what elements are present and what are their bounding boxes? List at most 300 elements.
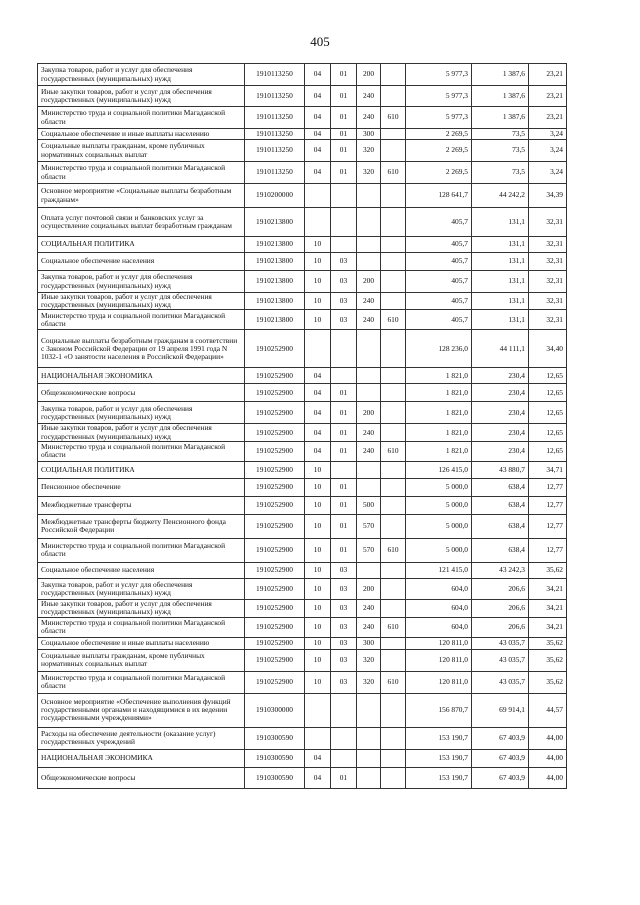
- row-plan-amount: 1 821,0: [406, 424, 472, 441]
- row-execution-percent: 12,65: [529, 441, 567, 461]
- row-plan-amount: 405,7: [406, 271, 472, 293]
- row-section: 10: [305, 637, 331, 649]
- row-executed-amount: 43 035,7: [472, 637, 529, 649]
- row-subsection: 01: [331, 384, 357, 402]
- row-section: 10: [305, 578, 331, 599]
- row-executed-amount: 73,5: [472, 129, 529, 140]
- row-section: 10: [305, 293, 331, 310]
- row-section: 04: [305, 140, 331, 162]
- row-name: Общеэкономические вопросы: [38, 767, 245, 788]
- row-execution-percent: 32,31: [529, 271, 567, 293]
- row-code: 1910200000: [245, 184, 305, 208]
- row-name: НАЦИОНАЛЬНАЯ ЭКОНОМИКА: [38, 749, 245, 767]
- table-row: [38, 253, 567, 271]
- row-plan-amount: 126 415,0: [406, 461, 472, 478]
- table-row: [38, 64, 567, 86]
- table-row: [38, 514, 567, 538]
- row-expense-type: [357, 208, 381, 237]
- row-admin-code: [381, 384, 406, 402]
- row-section: [305, 727, 331, 749]
- row-code: 1910252900: [245, 496, 305, 514]
- row-name: Министерство труда и социальной политики Магаданской области: [38, 538, 245, 562]
- row-plan-amount: 604,0: [406, 599, 472, 617]
- row-expense-type: 200: [357, 402, 381, 424]
- row-section: 10: [305, 271, 331, 293]
- row-name: Социальные выплаты безработным гражданам в соответствии с Законом Российской Федерации от 19 апреля 1991 года N 1032-1 «О занятости населения в Российской Федерации»: [38, 330, 245, 368]
- row-section: 10: [305, 514, 331, 538]
- row-admin-code: [381, 478, 406, 496]
- row-plan-amount: 120 811,0: [406, 649, 472, 671]
- row-expense-type: [357, 384, 381, 402]
- row-expense-type: 240: [357, 441, 381, 461]
- row-plan-amount: 405,7: [406, 208, 472, 237]
- row-plan-amount: 1 821,0: [406, 402, 472, 424]
- table-row: [38, 599, 567, 617]
- table-row: [38, 617, 567, 637]
- row-subsection: 01: [331, 424, 357, 441]
- row-code: 1910213800: [245, 253, 305, 271]
- row-execution-percent: 35,62: [529, 637, 567, 649]
- row-executed-amount: 206,6: [472, 599, 529, 617]
- row-section: 04: [305, 162, 331, 184]
- row-executed-amount: 73,5: [472, 140, 529, 162]
- row-expense-type: [357, 562, 381, 578]
- row-executed-amount: 131,1: [472, 208, 529, 237]
- row-admin-code: 610: [381, 162, 406, 184]
- row-executed-amount: 44 242,2: [472, 184, 529, 208]
- table-row: [38, 578, 567, 599]
- row-plan-amount: 604,0: [406, 578, 472, 599]
- row-admin-code: [381, 599, 406, 617]
- row-expense-type: [357, 184, 381, 208]
- row-section: 10: [305, 649, 331, 671]
- row-executed-amount: 1 387,6: [472, 107, 529, 129]
- row-executed-amount: 67 403,9: [472, 749, 529, 767]
- row-section: 10: [305, 253, 331, 271]
- row-section: 10: [305, 310, 331, 330]
- row-admin-code: [381, 86, 406, 107]
- row-plan-amount: 405,7: [406, 237, 472, 253]
- row-name: Социальные выплаты гражданам, кроме публичных нормативных социальных выплат: [38, 649, 245, 671]
- row-name: Межбюджетные трансферты: [38, 496, 245, 514]
- row-subsection: 01: [331, 478, 357, 496]
- row-expense-type: 320: [357, 162, 381, 184]
- row-admin-code: [381, 637, 406, 649]
- row-code: 1910252900: [245, 578, 305, 599]
- row-execution-percent: 35,62: [529, 562, 567, 578]
- row-admin-code: 610: [381, 310, 406, 330]
- table-row: [38, 671, 567, 693]
- row-plan-amount: 120 811,0: [406, 637, 472, 649]
- row-executed-amount: 131,1: [472, 310, 529, 330]
- row-name: Социальное обеспечение и иные выплаты населению: [38, 637, 245, 649]
- row-code: 1910252900: [245, 384, 305, 402]
- row-section: 04: [305, 441, 331, 461]
- row-name: Оплата услуг почтовой связи и банковских услуг за осуществление социальных выплат безработным гражданам: [38, 208, 245, 237]
- row-expense-type: [357, 478, 381, 496]
- row-admin-code: [381, 184, 406, 208]
- row-plan-amount: 2 269,5: [406, 162, 472, 184]
- row-plan-amount: 153 190,7: [406, 749, 472, 767]
- row-subsection: [331, 368, 357, 384]
- table-row: [38, 107, 567, 129]
- row-admin-code: [381, 767, 406, 788]
- row-admin-code: [381, 562, 406, 578]
- row-code: 1910300590: [245, 749, 305, 767]
- row-expense-type: 570: [357, 538, 381, 562]
- row-expense-type: [357, 767, 381, 788]
- row-subsection: 01: [331, 129, 357, 140]
- row-code: 1910213800: [245, 310, 305, 330]
- table-row: [38, 562, 567, 578]
- row-section: 10: [305, 496, 331, 514]
- row-admin-code: [381, 461, 406, 478]
- row-name: Иные закупки товаров, работ и услуг для обеспечения государственных (муниципальных) нужд: [38, 86, 245, 107]
- table-row: [38, 693, 567, 727]
- table-row: [38, 310, 567, 330]
- row-admin-code: 610: [381, 538, 406, 562]
- row-code: 1910213800: [245, 271, 305, 293]
- budget-table: [37, 63, 567, 789]
- row-execution-percent: 34,21: [529, 617, 567, 637]
- row-code: 1910213800: [245, 237, 305, 253]
- row-name: Закупка товаров, работ и услуг для обеспечения государственных (муниципальных) нужд: [38, 578, 245, 599]
- table-row: [38, 129, 567, 140]
- table-row: [38, 237, 567, 253]
- row-plan-amount: 405,7: [406, 293, 472, 310]
- row-admin-code: [381, 253, 406, 271]
- row-executed-amount: 43 035,7: [472, 649, 529, 671]
- row-expense-type: 320: [357, 649, 381, 671]
- table-row: [38, 402, 567, 424]
- row-code: 1910252900: [245, 441, 305, 461]
- row-admin-code: [381, 496, 406, 514]
- row-subsection: 01: [331, 496, 357, 514]
- row-execution-percent: 3,24: [529, 162, 567, 184]
- row-code: 1910252900: [245, 637, 305, 649]
- row-admin-code: [381, 237, 406, 253]
- row-execution-percent: 32,31: [529, 237, 567, 253]
- row-execution-percent: 32,31: [529, 310, 567, 330]
- table-row: [38, 140, 567, 162]
- row-expense-type: 240: [357, 310, 381, 330]
- row-executed-amount: 43 880,7: [472, 461, 529, 478]
- row-code: 1910300000: [245, 693, 305, 727]
- row-admin-code: 610: [381, 107, 406, 129]
- row-plan-amount: 5 000,0: [406, 538, 472, 562]
- row-executed-amount: 131,1: [472, 293, 529, 310]
- row-name: Иные закупки товаров, работ и услуг для обеспечения государственных (муниципальных) нужд: [38, 293, 245, 310]
- row-name: Министерство труда и социальной политики Магаданской области: [38, 671, 245, 693]
- row-expense-type: 240: [357, 86, 381, 107]
- row-subsection: 03: [331, 637, 357, 649]
- row-code: 1910252900: [245, 330, 305, 368]
- row-section: 04: [305, 368, 331, 384]
- row-expense-type: 240: [357, 617, 381, 637]
- row-admin-code: [381, 514, 406, 538]
- table-row: [38, 649, 567, 671]
- row-executed-amount: 1 387,6: [472, 64, 529, 86]
- row-subsection: 03: [331, 617, 357, 637]
- row-expense-type: 500: [357, 496, 381, 514]
- row-execution-percent: 34,21: [529, 578, 567, 599]
- row-code: 1910252900: [245, 599, 305, 617]
- row-name: Иные закупки товаров, работ и услуг для обеспечения государственных (муниципальных) нужд: [38, 599, 245, 617]
- row-section: 04: [305, 129, 331, 140]
- row-admin-code: [381, 208, 406, 237]
- row-execution-percent: 12,65: [529, 424, 567, 441]
- row-section: 10: [305, 671, 331, 693]
- row-subsection: [331, 208, 357, 237]
- row-execution-percent: 44,57: [529, 693, 567, 727]
- row-executed-amount: 638,4: [472, 538, 529, 562]
- row-section: 10: [305, 562, 331, 578]
- row-name: НАЦИОНАЛЬНАЯ ЭКОНОМИКА: [38, 368, 245, 384]
- row-executed-amount: 43 242,3: [472, 562, 529, 578]
- row-execution-percent: 32,31: [529, 253, 567, 271]
- row-code: 1910113250: [245, 86, 305, 107]
- row-executed-amount: 230,4: [472, 368, 529, 384]
- row-plan-amount: 405,7: [406, 310, 472, 330]
- row-executed-amount: 131,1: [472, 253, 529, 271]
- row-executed-amount: 230,4: [472, 384, 529, 402]
- row-section: 04: [305, 64, 331, 86]
- row-code: 1910113250: [245, 107, 305, 129]
- row-code: 1910113250: [245, 64, 305, 86]
- row-subsection: 03: [331, 599, 357, 617]
- row-subsection: 01: [331, 64, 357, 86]
- row-plan-amount: 2 269,5: [406, 140, 472, 162]
- table-row: [38, 767, 567, 788]
- table-row: [38, 368, 567, 384]
- row-section: 04: [305, 402, 331, 424]
- row-admin-code: [381, 293, 406, 310]
- row-section: 04: [305, 384, 331, 402]
- row-subsection: 03: [331, 310, 357, 330]
- table-row: [38, 208, 567, 237]
- row-code: 1910113250: [245, 129, 305, 140]
- table-row: [38, 384, 567, 402]
- table-body: [38, 64, 567, 789]
- row-code: 1910252900: [245, 368, 305, 384]
- row-section: 10: [305, 599, 331, 617]
- row-execution-percent: 34,21: [529, 599, 567, 617]
- row-expense-type: 320: [357, 140, 381, 162]
- row-execution-percent: 34,39: [529, 184, 567, 208]
- row-section: 10: [305, 538, 331, 562]
- row-subsection: 01: [331, 514, 357, 538]
- table-row: [38, 424, 567, 441]
- row-code: 1910252900: [245, 478, 305, 496]
- row-expense-type: 200: [357, 578, 381, 599]
- row-admin-code: [381, 578, 406, 599]
- row-name: Пенсионное обеспечение: [38, 478, 245, 496]
- row-subsection: 01: [331, 162, 357, 184]
- row-code: 1910213800: [245, 293, 305, 310]
- row-executed-amount: 131,1: [472, 237, 529, 253]
- row-expense-type: 570: [357, 514, 381, 538]
- row-execution-percent: 34,71: [529, 461, 567, 478]
- row-name: Закупка товаров, работ и услуг для обеспечения государственных (муниципальных) нужд: [38, 271, 245, 293]
- row-admin-code: [381, 402, 406, 424]
- row-plan-amount: 120 811,0: [406, 671, 472, 693]
- row-name: Министерство труда и социальной политики Магаданской области: [38, 107, 245, 129]
- row-expense-type: 240: [357, 599, 381, 617]
- row-expense-type: [357, 253, 381, 271]
- row-plan-amount: 405,7: [406, 253, 472, 271]
- row-execution-percent: 12,77: [529, 538, 567, 562]
- row-expense-type: 300: [357, 129, 381, 140]
- row-subsection: 03: [331, 271, 357, 293]
- row-admin-code: [381, 693, 406, 727]
- row-executed-amount: 230,4: [472, 424, 529, 441]
- row-admin-code: [381, 424, 406, 441]
- row-name: Межбюджетные трансферты бюджету Пенсионного фонда Российской Федерации: [38, 514, 245, 538]
- row-expense-type: [357, 237, 381, 253]
- row-expense-type: [357, 693, 381, 727]
- row-admin-code: 610: [381, 671, 406, 693]
- row-subsection: 03: [331, 578, 357, 599]
- row-executed-amount: 230,4: [472, 441, 529, 461]
- row-subsection: 01: [331, 140, 357, 162]
- row-name: Закупка товаров, работ и услуг для обеспечения государственных (муниципальных) нужд: [38, 402, 245, 424]
- row-plan-amount: 604,0: [406, 617, 472, 637]
- row-subsection: 01: [331, 441, 357, 461]
- table-row: [38, 162, 567, 184]
- row-code: 1910113250: [245, 140, 305, 162]
- row-code: 1910252900: [245, 461, 305, 478]
- row-executed-amount: 206,6: [472, 578, 529, 599]
- row-execution-percent: 44,00: [529, 727, 567, 749]
- row-code: 1910213800: [245, 208, 305, 237]
- row-section: 04: [305, 86, 331, 107]
- row-section: [305, 693, 331, 727]
- row-code: 1910252900: [245, 649, 305, 671]
- row-name: Основное мероприятие «Социальные выплаты безработным гражданам»: [38, 184, 245, 208]
- row-expense-type: 200: [357, 271, 381, 293]
- row-admin-code: 610: [381, 441, 406, 461]
- row-executed-amount: 67 403,9: [472, 767, 529, 788]
- row-execution-percent: 12,77: [529, 496, 567, 514]
- row-expense-type: 240: [357, 293, 381, 310]
- row-execution-percent: 35,62: [529, 649, 567, 671]
- table-row: [38, 461, 567, 478]
- row-subsection: 01: [331, 402, 357, 424]
- row-execution-percent: 34,40: [529, 330, 567, 368]
- row-subsection: 03: [331, 671, 357, 693]
- row-code: 1910252900: [245, 562, 305, 578]
- row-plan-amount: 5 000,0: [406, 496, 472, 514]
- row-execution-percent: 12,65: [529, 368, 567, 384]
- row-plan-amount: 5 000,0: [406, 478, 472, 496]
- table-row: [38, 727, 567, 749]
- row-expense-type: 200: [357, 64, 381, 86]
- row-subsection: 01: [331, 86, 357, 107]
- row-subsection: [331, 693, 357, 727]
- row-admin-code: [381, 727, 406, 749]
- row-execution-percent: 32,31: [529, 293, 567, 310]
- row-subsection: [331, 330, 357, 368]
- row-executed-amount: 43 035,7: [472, 671, 529, 693]
- row-section: 10: [305, 237, 331, 253]
- row-expense-type: [357, 727, 381, 749]
- row-plan-amount: 153 190,7: [406, 767, 472, 788]
- row-name: Социальные выплаты гражданам, кроме публичных нормативных социальных выплат: [38, 140, 245, 162]
- row-plan-amount: 2 269,5: [406, 129, 472, 140]
- row-name: Министерство труда и социальной политики Магаданской области: [38, 441, 245, 461]
- row-execution-percent: 35,62: [529, 671, 567, 693]
- row-execution-percent: 23,21: [529, 86, 567, 107]
- row-name: Расходы на обеспечение деятельности (оказание услуг) государственных учреждений: [38, 727, 245, 749]
- row-execution-percent: 12,65: [529, 402, 567, 424]
- row-execution-percent: 23,21: [529, 64, 567, 86]
- table-row: [38, 538, 567, 562]
- row-execution-percent: 23,21: [529, 107, 567, 129]
- row-executed-amount: 73,5: [472, 162, 529, 184]
- row-plan-amount: 1 821,0: [406, 368, 472, 384]
- row-subsection: 03: [331, 649, 357, 671]
- row-admin-code: [381, 140, 406, 162]
- row-plan-amount: 5 977,3: [406, 86, 472, 107]
- table-row: [38, 637, 567, 649]
- row-section: 10: [305, 617, 331, 637]
- row-executed-amount: 67 403,9: [472, 727, 529, 749]
- row-subsection: [331, 461, 357, 478]
- row-expense-type: [357, 749, 381, 767]
- row-subsection: [331, 237, 357, 253]
- row-plan-amount: 156 870,7: [406, 693, 472, 727]
- table-row: [38, 271, 567, 293]
- row-admin-code: [381, 649, 406, 671]
- row-execution-percent: 44,00: [529, 767, 567, 788]
- row-subsection: [331, 184, 357, 208]
- row-plan-amount: 5 977,3: [406, 64, 472, 86]
- row-code: 1910252900: [245, 514, 305, 538]
- row-executed-amount: 230,4: [472, 402, 529, 424]
- row-name: СОЦИАЛЬНАЯ ПОЛИТИКА: [38, 237, 245, 253]
- row-expense-type: 320: [357, 671, 381, 693]
- row-name: Министерство труда и социальной политики Магаданской области: [38, 310, 245, 330]
- row-section: 04: [305, 424, 331, 441]
- row-code: 1910252900: [245, 617, 305, 637]
- table-row: [38, 749, 567, 767]
- row-name: Министерство труда и социальной политики Магаданской области: [38, 617, 245, 637]
- row-admin-code: [381, 129, 406, 140]
- row-plan-amount: 121 415,0: [406, 562, 472, 578]
- row-name: Социальное обеспечение населения: [38, 253, 245, 271]
- row-subsection: 01: [331, 107, 357, 129]
- row-admin-code: [381, 749, 406, 767]
- row-name: СОЦИАЛЬНАЯ ПОЛИТИКА: [38, 461, 245, 478]
- row-subsection: [331, 749, 357, 767]
- table-row: [38, 441, 567, 461]
- row-executed-amount: 131,1: [472, 271, 529, 293]
- table-row: [38, 184, 567, 208]
- row-section: 04: [305, 767, 331, 788]
- row-code: 1910252900: [245, 424, 305, 441]
- row-admin-code: [381, 330, 406, 368]
- row-execution-percent: 32,31: [529, 208, 567, 237]
- table-row: [38, 86, 567, 107]
- row-plan-amount: 1 821,0: [406, 384, 472, 402]
- row-name: Основное мероприятие «Обеспечение выполнения функций государственными органами и находящимися в их ведении государственными учреждениями»: [38, 693, 245, 727]
- row-name: Социальное обеспечение и иные выплаты населению: [38, 129, 245, 140]
- row-subsection: 03: [331, 253, 357, 271]
- table-row: [38, 293, 567, 310]
- row-execution-percent: 3,24: [529, 140, 567, 162]
- row-section: 04: [305, 107, 331, 129]
- row-execution-percent: 12,77: [529, 514, 567, 538]
